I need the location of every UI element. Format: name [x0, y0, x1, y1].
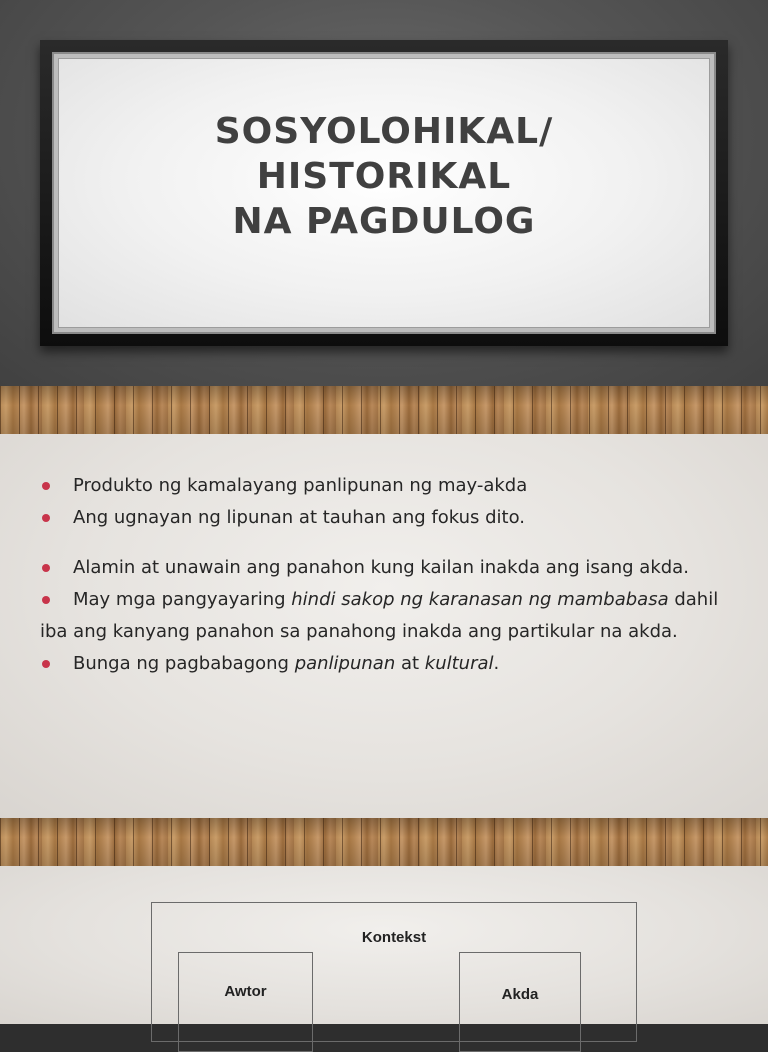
context-box — [151, 902, 637, 1042]
diagram-slide — [0, 866, 768, 1024]
author-box — [178, 952, 313, 1052]
title-slide — [0, 0, 768, 386]
picture-frame — [40, 40, 728, 346]
bullet-item — [40, 470, 738, 502]
bullet-item — [40, 552, 738, 584]
bullet-list — [40, 470, 738, 680]
bullet-text: Ang ugnayan ng lipunan at tauhan ang fokus dito. — [73, 507, 526, 528]
bullet-emphasis: kultural — [424, 653, 494, 674]
bullet-text: Bunga ng pagbabagong — [73, 653, 295, 674]
author-label: Awtor — [224, 983, 267, 1000]
bullet-text: at — [395, 653, 425, 674]
frame-canvas — [58, 58, 710, 328]
bullet-item — [40, 502, 738, 534]
title-line-2: HISTORIKAL — [256, 156, 512, 197]
bullet-text: Alamin at unawain ang panahon kung kailan inakda ang isang akda. — [73, 557, 689, 578]
wood-floor-divider — [0, 818, 768, 866]
bullet-text: . — [493, 653, 500, 674]
wood-floor-divider — [0, 386, 768, 434]
context-label: Kontekst — [361, 929, 427, 946]
slide-title — [59, 109, 709, 244]
frame-mat — [52, 52, 716, 334]
bullet-text: May mga pangyayaring — [73, 589, 292, 610]
bullet-emphasis: panlipunan — [294, 653, 396, 674]
title-line-1: SOSYOLOHIKAL/ — [214, 111, 554, 152]
bullet-item — [40, 648, 738, 680]
bullet-item — [40, 584, 738, 648]
bullet-text: dahil — [668, 589, 719, 610]
bullet-text: Produkto ng kamalayang panlipunan ng may-akda — [73, 475, 528, 496]
content-slide — [0, 434, 768, 818]
bullet-emphasis: hindi sakop ng karanasan ng mambabasa — [291, 589, 669, 610]
work-label: Akda — [501, 986, 539, 1003]
work-box — [459, 952, 581, 1052]
title-line-3: NA PAGDULOG — [232, 201, 536, 242]
bullet-text-continued: iba ang kanyang panahon sa panahong inakda ang partikular na akda. — [40, 621, 678, 642]
